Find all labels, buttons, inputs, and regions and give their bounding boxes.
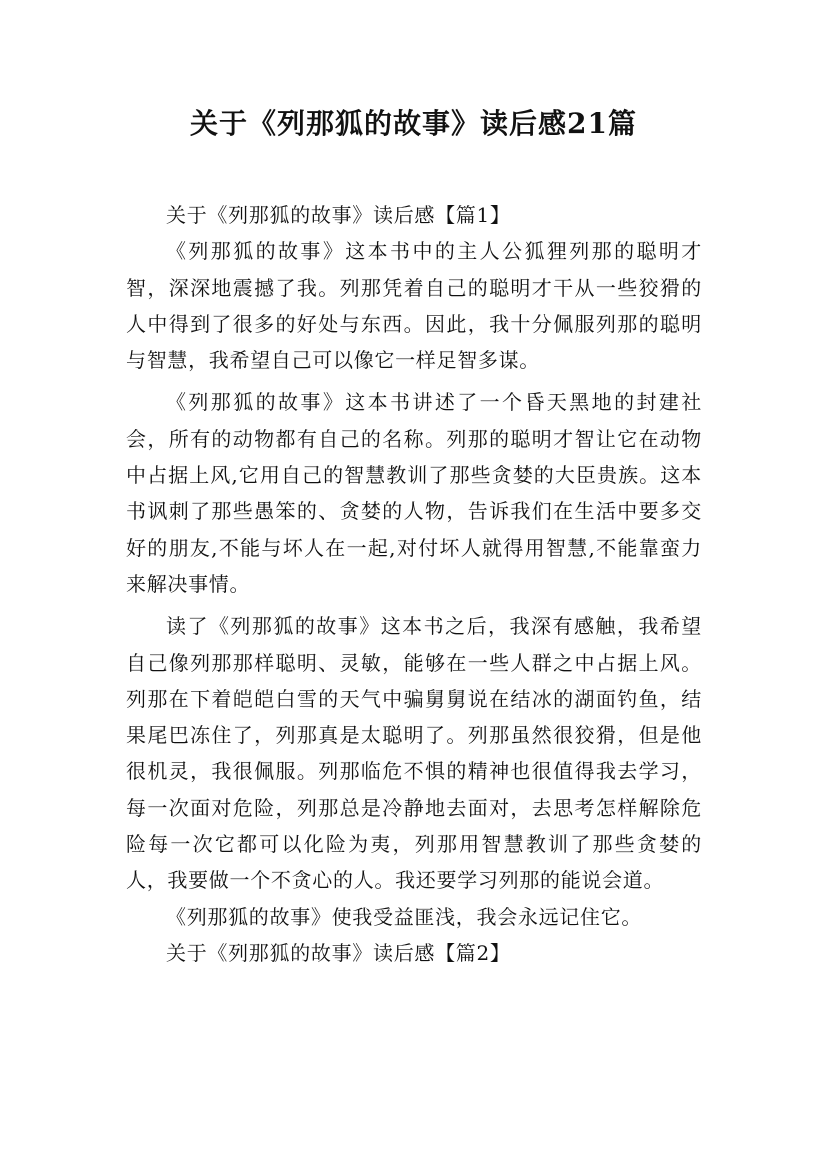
paragraph-4: 《列那狐的故事》使我受益匪浅，我会永远记住它。 [166,904,643,929]
document-title: 关于《列那狐的故事》读后感21篇 [190,107,637,140]
section-heading-2: 关于《列那狐的故事》读后感【篇2】 [166,940,511,965]
paragraph-3: 读了《列那狐的故事》这本书之后，我深有感触，我希望自己像列那那样聪明、灵敏，能够在一些人群之中占据上风。列那在下着皑皑白雪的天气中骗舅舅说在结冰的湖面钓鱼，结果尾巴冻住了，列那真是太聪明了。列那虽然很狡猾，但是他很机灵，我很佩服。列那临危不惧的精神也很值得我去学习，每一次面对危险，列那总是冷静地去面对，去思考怎样解除危险每一次它都可以化险为夷，列那用智慧教训了那些贪婪的人，我要做一个不贪心的人。我还要学习列那的能说会道。 [126,614,702,893]
paragraph-2: 《列那狐的故事》这本书讲述了一个昏天黑地的封建社会，所有的动物都有自己的名称。列那的聪明才智让它在动物中占据上风,它用自己的智慧教训了那些贪婪的大臣贵族。这本书讽刺了那些愚笨的、贪婪的人物，告诉我们在生活中要多交好的朋友,不能与坏人在一起,对付坏人就得用智慧,不能靠蛮力来解决事情。 [126,390,702,596]
paragraph-1: 《列那狐的故事》这本书中的主人公狐狸列那的聪明才智，深深地震撼了我。列那凭着自己的聪明才干从一些狡猾的人中得到了很多的好处与东西。因此，我十分佩服列那的聪明与智慧，我希望自己可以像它一样足智多谋。 [126,239,702,373]
document-body [126,197,702,971]
section-heading-1: 关于《列那狐的故事》读后感【篇1】 [166,203,511,227]
